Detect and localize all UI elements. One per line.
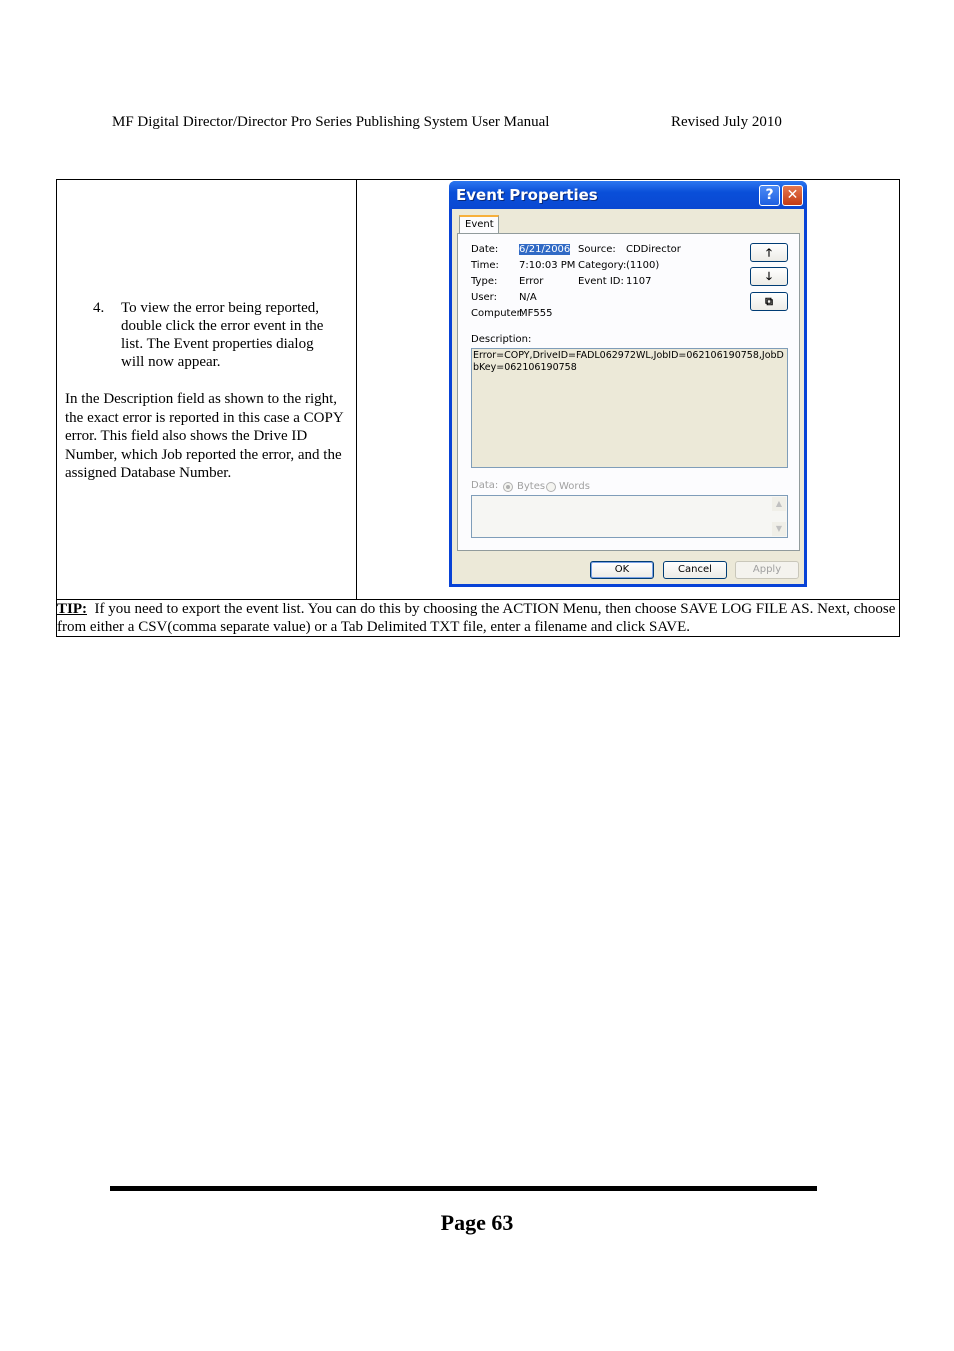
words-label: Words [559, 481, 590, 492]
words-radio[interactable] [546, 482, 556, 492]
user-label: User: [471, 292, 497, 303]
dialog-body [452, 209, 804, 584]
bytes-radio[interactable] [503, 482, 513, 492]
bytes-label: Bytes [517, 481, 546, 492]
help-icon: ? [765, 187, 774, 203]
tab-event[interactable]: Event [459, 215, 499, 233]
data-label: Data: [471, 480, 499, 491]
ok-button[interactable]: OK [590, 561, 654, 579]
description-label: Description: [471, 334, 532, 345]
next-event-button[interactable] [750, 267, 788, 286]
dialog-title: Event Properties [456, 186, 598, 204]
data-textbox[interactable] [471, 495, 788, 538]
previous-event-button[interactable] [750, 243, 788, 262]
time-value: 7:10:03 PM [519, 260, 576, 271]
close-icon: ✕ [786, 187, 799, 203]
eventid-label: Event ID: [578, 276, 624, 287]
tip-cell [57, 600, 900, 637]
instruction-cell [57, 180, 357, 600]
scroll-up-icon[interactable]: ▲ [772, 497, 786, 511]
computer-value: MF555 [519, 308, 553, 319]
event-panel [457, 233, 800, 551]
close-button[interactable] [782, 185, 803, 206]
screenshot-cell [357, 180, 900, 600]
date-label: Date: [471, 244, 499, 255]
tip-text: If you need to export the event list. You can do this by choosing the ACTION Menu, then choose SAVE LOG FILE AS. Next, choose from either a CSV(comma separate value) or a Tab Delimited TXT file, enter a filename and click SAVE. [57, 601, 896, 635]
computer-label: Computer: [471, 308, 524, 319]
category-value: (1100) [626, 260, 660, 271]
time-label: Time: [471, 260, 499, 271]
description-textbox[interactable]: Error=COPY,DriveID=FADL062972WL,JobID=062106190758,JobDbKey=062106190758 [471, 348, 788, 468]
source-label: Source: [578, 244, 616, 255]
step-item [93, 299, 333, 371]
user-value: N/A [519, 292, 537, 303]
header-title: MF Digital Director/Director Pro Series Publishing System User Manual [112, 114, 550, 130]
step-text: To view the error being reported, double click the error event in the list. The Event properties dialog will now appear. [121, 300, 324, 370]
arrow-up-icon: 🡑 [766, 246, 772, 259]
scroll-down-icon[interactable]: ▼ [772, 522, 786, 536]
cancel-button[interactable]: Cancel [663, 561, 727, 579]
eventid-value: 1107 [626, 276, 652, 287]
page-number: Page 63 [440, 1210, 514, 1235]
copy-icon: ⧉ [765, 295, 773, 308]
date-value[interactable]: 6/21/2006 [519, 244, 571, 255]
type-value: Error [519, 276, 544, 287]
header-revised: Revised July 2010 [671, 114, 782, 130]
arrow-down-icon: 🡓 [766, 270, 772, 283]
apply-button[interactable]: Apply [735, 561, 799, 579]
step-number: 4. [93, 300, 105, 316]
category-label: Category: [578, 260, 627, 271]
copy-button[interactable] [750, 292, 788, 311]
tip-label: TIP: [57, 601, 87, 617]
dialog-titlebar[interactable] [449, 181, 807, 209]
footer-rule [110, 1186, 817, 1191]
help-button[interactable] [759, 185, 780, 206]
description-paragraph: In the Description field as shown to the right, the exact error is reported in this case a COPY error. This field also shows the Drive ID Number, which Job reported the error, and the assigned Database Number. [65, 391, 344, 481]
source-value: CDDirector [626, 244, 681, 255]
event-properties-dialog [449, 181, 807, 587]
content-table [56, 179, 900, 637]
type-label: Type: [471, 276, 498, 287]
